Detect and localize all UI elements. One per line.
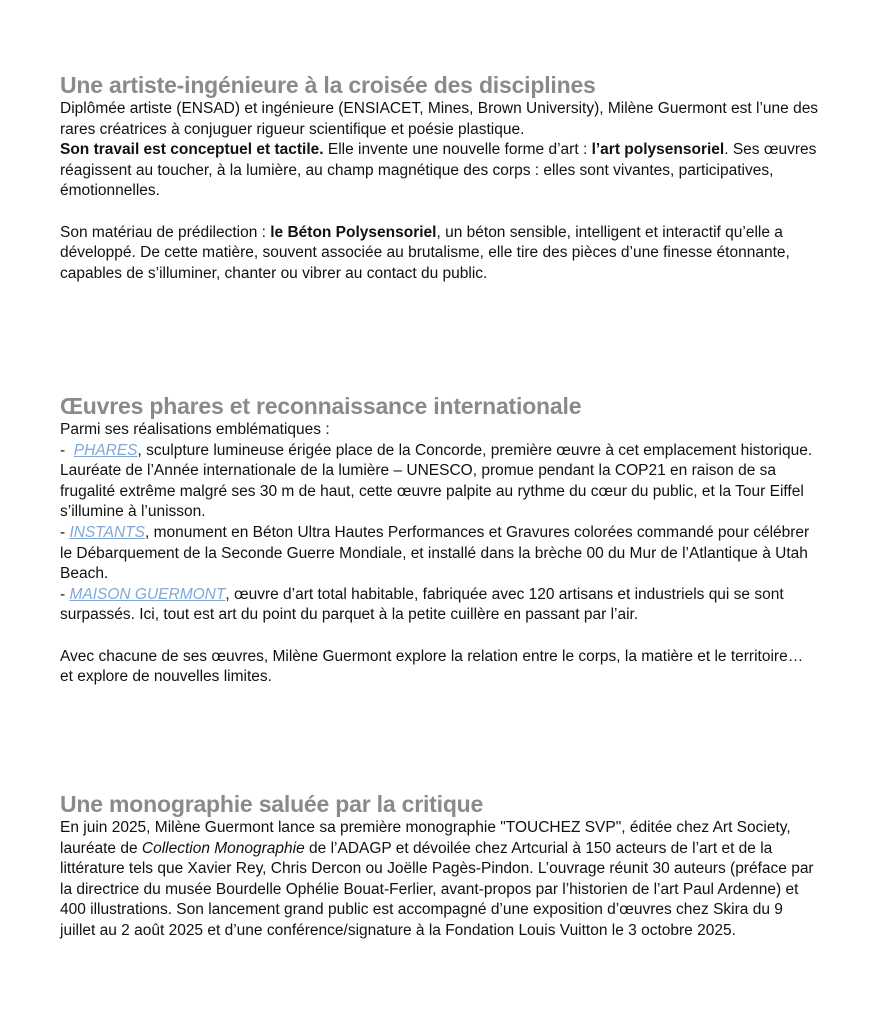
paragraph-material [60, 223, 820, 285]
bold-text: Son travail est conceptuel et tactile. [60, 141, 324, 159]
bold-text: l’art polysensoriel [591, 141, 725, 159]
phares-link[interactable]: PHARES [73, 441, 138, 459]
paragraph-education: Diplômée artiste (ENSAD) et ingénieure (ENSIACET, Mines, Brown University), Milène Guermont est l’une des rares créatrices à conjuguer rigueur scientifique et poésie plastique. [60, 100, 819, 138]
section-heading: Une artiste-ingénieure à la croisée des disciplines [60, 72, 596, 98]
paragraph-spacer [60, 626, 820, 647]
paragraph-spacer [60, 202, 820, 223]
work-description: , monument en Béton Ultra Hautes Performances et Gravures colorées commandé pour célébrer le Débarquement de la Seconde Guerre Mondiale, et installé dans la brèche 00 du Mur de l’Atlantique à Utah Beach. [60, 523, 810, 583]
text-span: Son matériau de prédilection : [60, 223, 271, 241]
maison-guermont-link[interactable]: MAISON GUERMONT [69, 585, 226, 603]
work-item-instants [60, 523, 820, 585]
text-span: , un béton sensible, intelligent et interactif qu’elle a développé. De cette matière, souvent associée au brutalisme, elle tire des pièces d’une finesse étonnante, capables de s’illuminer, chanter ou vibrer au contact du public. [60, 223, 790, 282]
list-dash: - [60, 585, 70, 603]
instants-link[interactable]: INSTANTS [69, 523, 145, 541]
section-heading: Œuvres phares et reconnaissance internationale [60, 393, 582, 419]
list-dash: - [60, 441, 74, 459]
work-description: , sculpture lumineuse érigée place de la Concorde, première œuvre à cet emplacement historique. Lauréate de l’Année internationale de la lumière – UNESCO, promue pendant la COP21 en raison de sa frugalité extrême malgré ses 30 m de haut, cette œuvre palpite au rythme du cœur du public, et la Tour Eiffel s’illumine à l’unisson. [60, 441, 813, 521]
work-description: , œuvre d’art total habitable, fabriquée avec 120 artisans et industriels qui se sont surpassés. Ici, tout est art du point du parquet à la petite cuillère en passant par l’air. [60, 585, 784, 624]
text-span: . Ses œuvres réagissent au toucher, à la lumière, au champ magnétique des corps : elles sont vivantes, participatives, émotionnelles. [60, 141, 817, 200]
work-item-maison-guermont [60, 585, 820, 626]
section-monograph [60, 790, 820, 942]
text-span: En juin 2025, Milène Guermont lance sa première monographie "TOUCHEZ SVP", éditée chez Art Society, lauréate de [60, 819, 791, 857]
section-major-works [60, 392, 820, 688]
italic-title: Collection Monographie [141, 839, 305, 857]
section-heading: Une monographie saluée par la critique [60, 791, 484, 817]
work-item-phares [60, 441, 820, 523]
paragraph-polysensorial-art [60, 140, 820, 202]
text-span: Elle invente une nouvelle forme d’art : [323, 141, 592, 159]
paragraph-monograph [60, 818, 820, 942]
works-intro: Parmi ses réalisations emblématiques : [60, 421, 330, 438]
text-span: de l’ADAGP et dévoilée chez Artcurial à 150 acteurs de l’art et de la littérature tels que Xavier Rey, Chris Dercon ou Joëlle Pagès-Pindon. L’ouvrage réunit 30 auteurs (préface par la directrice du musée Bourdelle Ophélie Bouat-Ferlier, avant-propos par l’historien de l’art Paul Ardenne) et 400 illustrations. Son lancement grand public est accompagné d’une exposition d’œuvres chez Skira du 9 juillet au 2 août 2025 et d’une conférence/signature à la Fondation Louis Vuitton le 3 octobre 2025. [60, 839, 814, 939]
works-closing: Avec chacune de ses œuvres, Milène Guermont explore la relation entre le corps, la matière et le territoire… et explore de nouvelles limites. [60, 647, 804, 686]
section-artist-engineer [60, 71, 820, 284]
list-dash: - [60, 523, 70, 541]
bold-text: le Béton Polysensoriel [270, 223, 437, 241]
